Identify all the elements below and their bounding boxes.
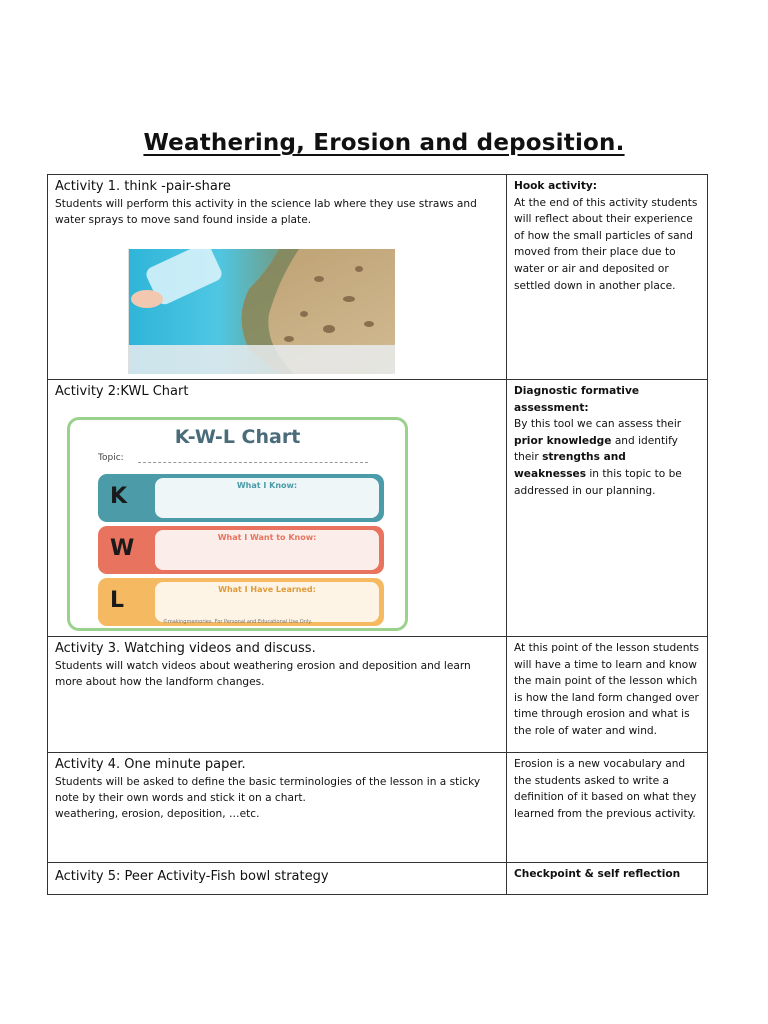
purpose-cell xyxy=(507,637,708,753)
page-title: Weathering, Erosion and deposition. xyxy=(143,130,625,156)
kwl-chart-image xyxy=(67,417,408,631)
kwl-label: What I Want to Know: xyxy=(217,533,317,542)
activity-description: Students will be asked to define the basic terminologies of the lesson in a sticky note by their own words and stick it on a chart. xyxy=(55,776,481,804)
activity-cell xyxy=(48,863,507,895)
purpose-text-part: in this topic to be addressed in our planning. xyxy=(514,467,682,497)
activity-title: Activity 3. Watching videos and discuss. xyxy=(55,641,316,656)
purpose-text-part: By this tool we can assess their xyxy=(514,418,682,431)
purpose-bold-text: prior knowledge xyxy=(514,434,612,447)
activity-title: Activity 5: Peer Activity-Fish bowl strategy xyxy=(55,869,329,884)
kwl-box xyxy=(155,478,379,518)
table-row xyxy=(48,753,708,863)
purpose-text: Erosion is a new vocabulary and the students asked to write a definition of it based on what they learned from the previous activity. xyxy=(514,758,697,820)
purpose-bold-text: strengths and weaknesses xyxy=(514,451,626,480)
activity-cell xyxy=(48,175,507,380)
activity-title: Activity 2:KWL Chart xyxy=(55,384,189,399)
kwl-box xyxy=(155,530,379,570)
activity-title: Activity 4. One minute paper. xyxy=(55,757,246,772)
activity-cell xyxy=(48,380,507,637)
kwl-row-k xyxy=(98,474,384,522)
kwl-label: What I Know: xyxy=(236,481,298,490)
sand-experiment-photo xyxy=(128,249,395,374)
activity-cell xyxy=(48,637,507,753)
kwl-row-w xyxy=(98,526,384,574)
activity-description: Students will watch videos about weathering erosion and deposition and learn more about how the landform changes. xyxy=(55,660,471,688)
activity-cell xyxy=(48,753,507,863)
purpose-text-part: and identify their xyxy=(514,434,678,464)
table-row xyxy=(48,637,708,753)
purpose-heading: Diagnostic formative assessment: xyxy=(514,385,640,414)
kwl-label: What I Have Learned: xyxy=(218,585,316,594)
activity-description: Students will perform this activity in the science lab where they use straws and water sprays to move sand found inside a plate. xyxy=(55,198,477,226)
purpose-text: At the end of this activity students will reflect about their experience of how the small particles of sand moved from their place due to water or air and deposited or settled down in another place. xyxy=(514,196,698,292)
kwl-letter: L xyxy=(110,588,125,613)
purpose-cell xyxy=(507,175,708,380)
activity-description-terms: weathering, erosion, deposition, …etc. xyxy=(55,808,260,820)
purpose-text: At this point of the lesson students will have a time to learn and know the main point of the lesson which is how the land form changed over time through erosion and what is the role of water and wind. xyxy=(514,642,700,737)
kwl-letter: K xyxy=(110,484,128,509)
purpose-cell xyxy=(507,380,708,637)
kwl-chart-title: K-W-L Chart xyxy=(174,426,301,448)
table-row xyxy=(48,380,708,637)
lesson-table xyxy=(47,174,708,895)
kwl-topic-label: Topic: xyxy=(98,453,124,463)
purpose-text xyxy=(514,416,700,499)
kwl-footer: ©makingmemories. For Personal and Educational Use Only. xyxy=(162,619,313,625)
activity-title: Activity 1. think -pair-share xyxy=(55,179,231,194)
purpose-cell xyxy=(507,753,708,863)
table-row xyxy=(48,863,708,895)
purpose-heading: Hook activity: xyxy=(514,180,598,192)
kwl-box xyxy=(155,582,379,622)
kwl-letter: W xyxy=(110,536,135,561)
kwl-topic-line xyxy=(138,462,368,463)
purpose-cell xyxy=(507,863,708,895)
table-row xyxy=(48,175,708,380)
purpose-heading: Checkpoint & self reflection xyxy=(514,868,681,880)
